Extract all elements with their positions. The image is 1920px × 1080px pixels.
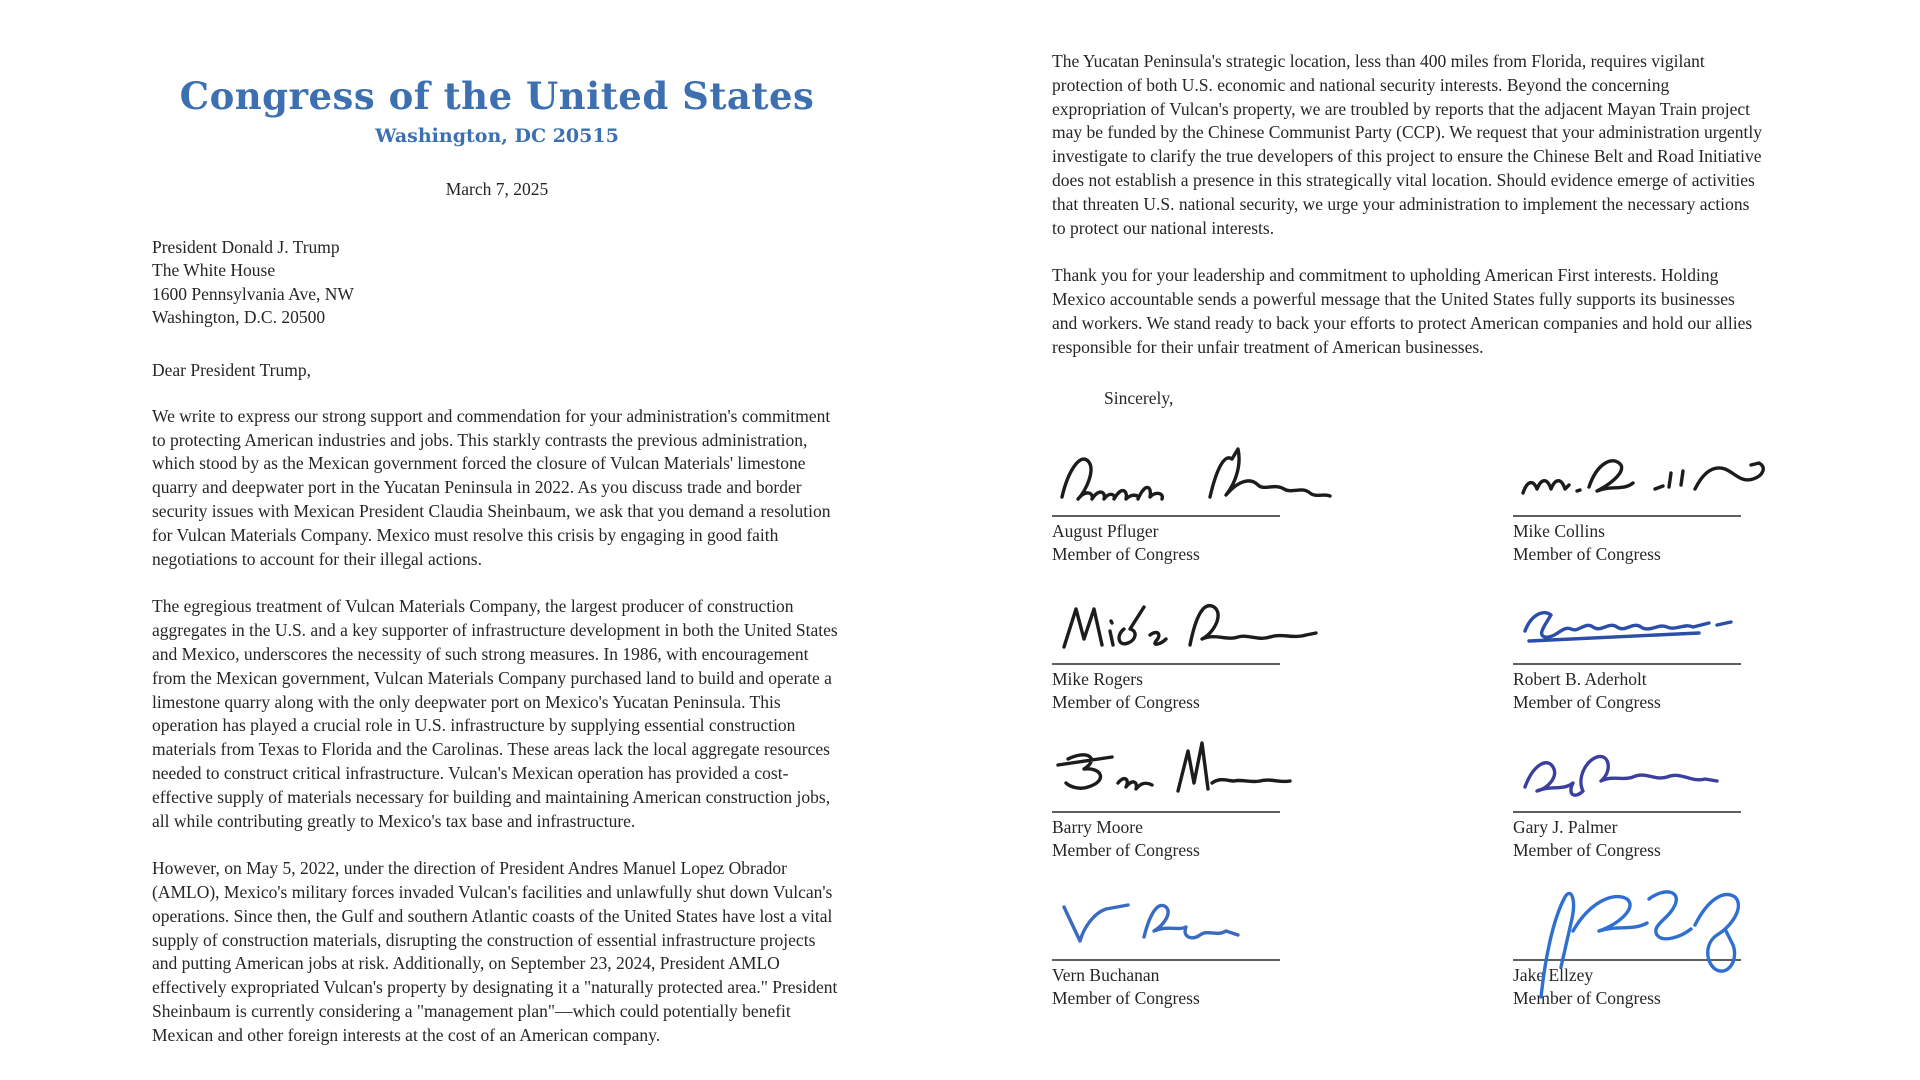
signer-name: Barry Moore (1052, 816, 1143, 837)
letter-page-1 (152, 74, 842, 1048)
recipient-address (152, 236, 842, 330)
letter-date: March 7, 2025 (445, 179, 549, 199)
paragraph: We write to express our strong support and commendation for your administration's commitment to protecting American industries and jobs. This starkly contrasts the previous administration, which stood by as the Mexican government forced the closure of Vulcan Materials' limestone quarry and deepwater port in the Yucatan Peninsula in 2022. As you discuss trade and border security issues with Mexican President Claudia Sheinbaum, we ask that you demand a resolution for Vulcan Materials Company. Mexico must resolve this crisis by engaging in good faith negotiations to account for their illegal actions. (152, 405, 831, 569)
signature-grid (1052, 441, 1903, 1033)
signer-name: Vern Buchanan (1052, 964, 1160, 985)
paragraph: The egregious treatment of Vulcan Materials Company, the largest producer of construction aggregates in the U.S. and a key supporter of infrastructure development in both the United States and Mexico, underscores the necessity of such strong measures. In 1986, with encouragement from the Mexican government, Vulcan Materials Company purchased land to build and operate a limestone quarry along with the only deepwater port on Mexico's Yucatan Peninsula. This operation has played a crucial role in U.S. infrastructure by supplying essential construction materials from Texas to Florida and the Carolinas. These areas lack the local aggregate resources needed to construct critical infrastructure. Vulcan's Mexican operation has provided a cost-effective supply of materials necessary for building and maintaining American construction jobs, all while contributing greatly to Mexico's tax base and infrastructure. (152, 596, 838, 831)
letterhead (152, 74, 842, 147)
recipient-line: The White House (152, 260, 276, 281)
signer-title: Member of Congress (1052, 839, 1200, 860)
signer-title: Member of Congress (1513, 543, 1661, 564)
signer-title: Member of Congress (1052, 987, 1200, 1008)
signature-image-robert-aderholt (1513, 589, 1903, 661)
signer-name: Robert B. Aderholt (1513, 668, 1647, 689)
signature-block-august-pfluger (1052, 441, 1442, 565)
signer-title: Member of Congress (1052, 691, 1200, 712)
signature-image-mike-collins (1513, 441, 1903, 513)
signer-title: Member of Congress (1513, 839, 1661, 860)
signature-image-gary-palmer (1513, 737, 1903, 809)
signer-name: Mike Collins (1513, 520, 1605, 541)
signature-block-robert-aderholt (1513, 589, 1903, 713)
signature-image-jake-ellzey (1513, 885, 1903, 957)
signature-block-mike-rogers (1052, 589, 1442, 713)
signer-title: Member of Congress (1052, 543, 1200, 564)
closing-sincerely: Sincerely, (1104, 387, 1174, 408)
signature-image-mike-rogers (1052, 589, 1442, 661)
signature-line (1052, 663, 1280, 665)
signature-block-jake-ellzey (1513, 885, 1903, 1009)
signature-block-gary-palmer (1513, 737, 1903, 861)
signer-name: Gary J. Palmer (1513, 816, 1618, 837)
signature-line (1513, 663, 1741, 665)
signature-block-barry-moore (1052, 737, 1442, 861)
salutation: Dear President Trump, (152, 359, 311, 380)
signer-name: Mike Rogers (1052, 668, 1143, 689)
recipient-line: President Donald J. Trump (152, 237, 340, 257)
signature-image-august-pfluger (1052, 441, 1442, 513)
paragraph: Thank you for your leadership and commitment to upholding American First interests. Holding Mexico accountable sends a powerful message that the United States fully supports its businesses and workers. We stand ready to back your efforts to protect American companies and hold our allies responsible for their unfair treatment of American businesses. (1052, 265, 1753, 357)
signature-block-mike-collins (1513, 441, 1903, 565)
signer-title: Member of Congress (1513, 691, 1661, 712)
letterhead-subtitle: Washington, DC 20515 (375, 125, 619, 147)
letterhead-title: Congress of the United States (179, 74, 815, 118)
signature-block-vern-buchanan (1052, 885, 1442, 1009)
signature-line (1513, 515, 1741, 517)
signature-line (1513, 811, 1741, 813)
signer-name: August Pfluger (1052, 520, 1159, 541)
paragraph: However, on May 5, 2022, under the direction of President Andres Manuel Lopez Obrador (AMLO), Mexico's military forces invaded Vulcan's facilities and unlawfully shut down Vulcan's operations. Since then, the Gulf and southern Atlantic coasts of the United States have lost a vital supply of construction materials, disrupting the construction of essential infrastructure projects and putting American jobs at risk. Additionally, on September 23, 2024, President AMLO effectively expropriated Vulcan's property by designating it a "naturally protected area." President Sheinbaum is currently considering a "management plan"—which could potentially benefit Mexican and other foreign interests at the cost of an American company. (152, 858, 838, 1045)
signature-image-vern-buchanan (1052, 885, 1442, 957)
signature-line (1052, 515, 1280, 517)
paragraph: The Yucatan Peninsula's strategic location, less than 400 miles from Florida, requires vigilant protection of both U.S. economic and national security interests. Beyond the concerning expropriation of Vulcan's property, we are troubled by reports that the adjacent Mayan Train project may be funded by the Chinese Communist Party (CCP). We request that your administration urgently investigate to clarify the true developers of this project to ensure the Chinese Belt and Road Initiative does not establish a presence in this strategically vital location. Should evidence emerge of activities that threaten U.S. national security, we urge your administration to implement the necessary actions to protect our national interests. (1052, 51, 1762, 238)
signature-line (1052, 959, 1280, 961)
letter-page-2 (1052, 50, 1764, 1033)
recipient-line: Washington, D.C. 20500 (152, 307, 326, 328)
signer-name: Jake Ellzey (1513, 964, 1594, 985)
signer-title: Member of Congress (1513, 987, 1661, 1008)
signature-image-barry-moore (1052, 737, 1442, 809)
signature-line (1052, 811, 1280, 813)
recipient-line: 1600 Pennsylvania Ave, NW (152, 283, 354, 304)
